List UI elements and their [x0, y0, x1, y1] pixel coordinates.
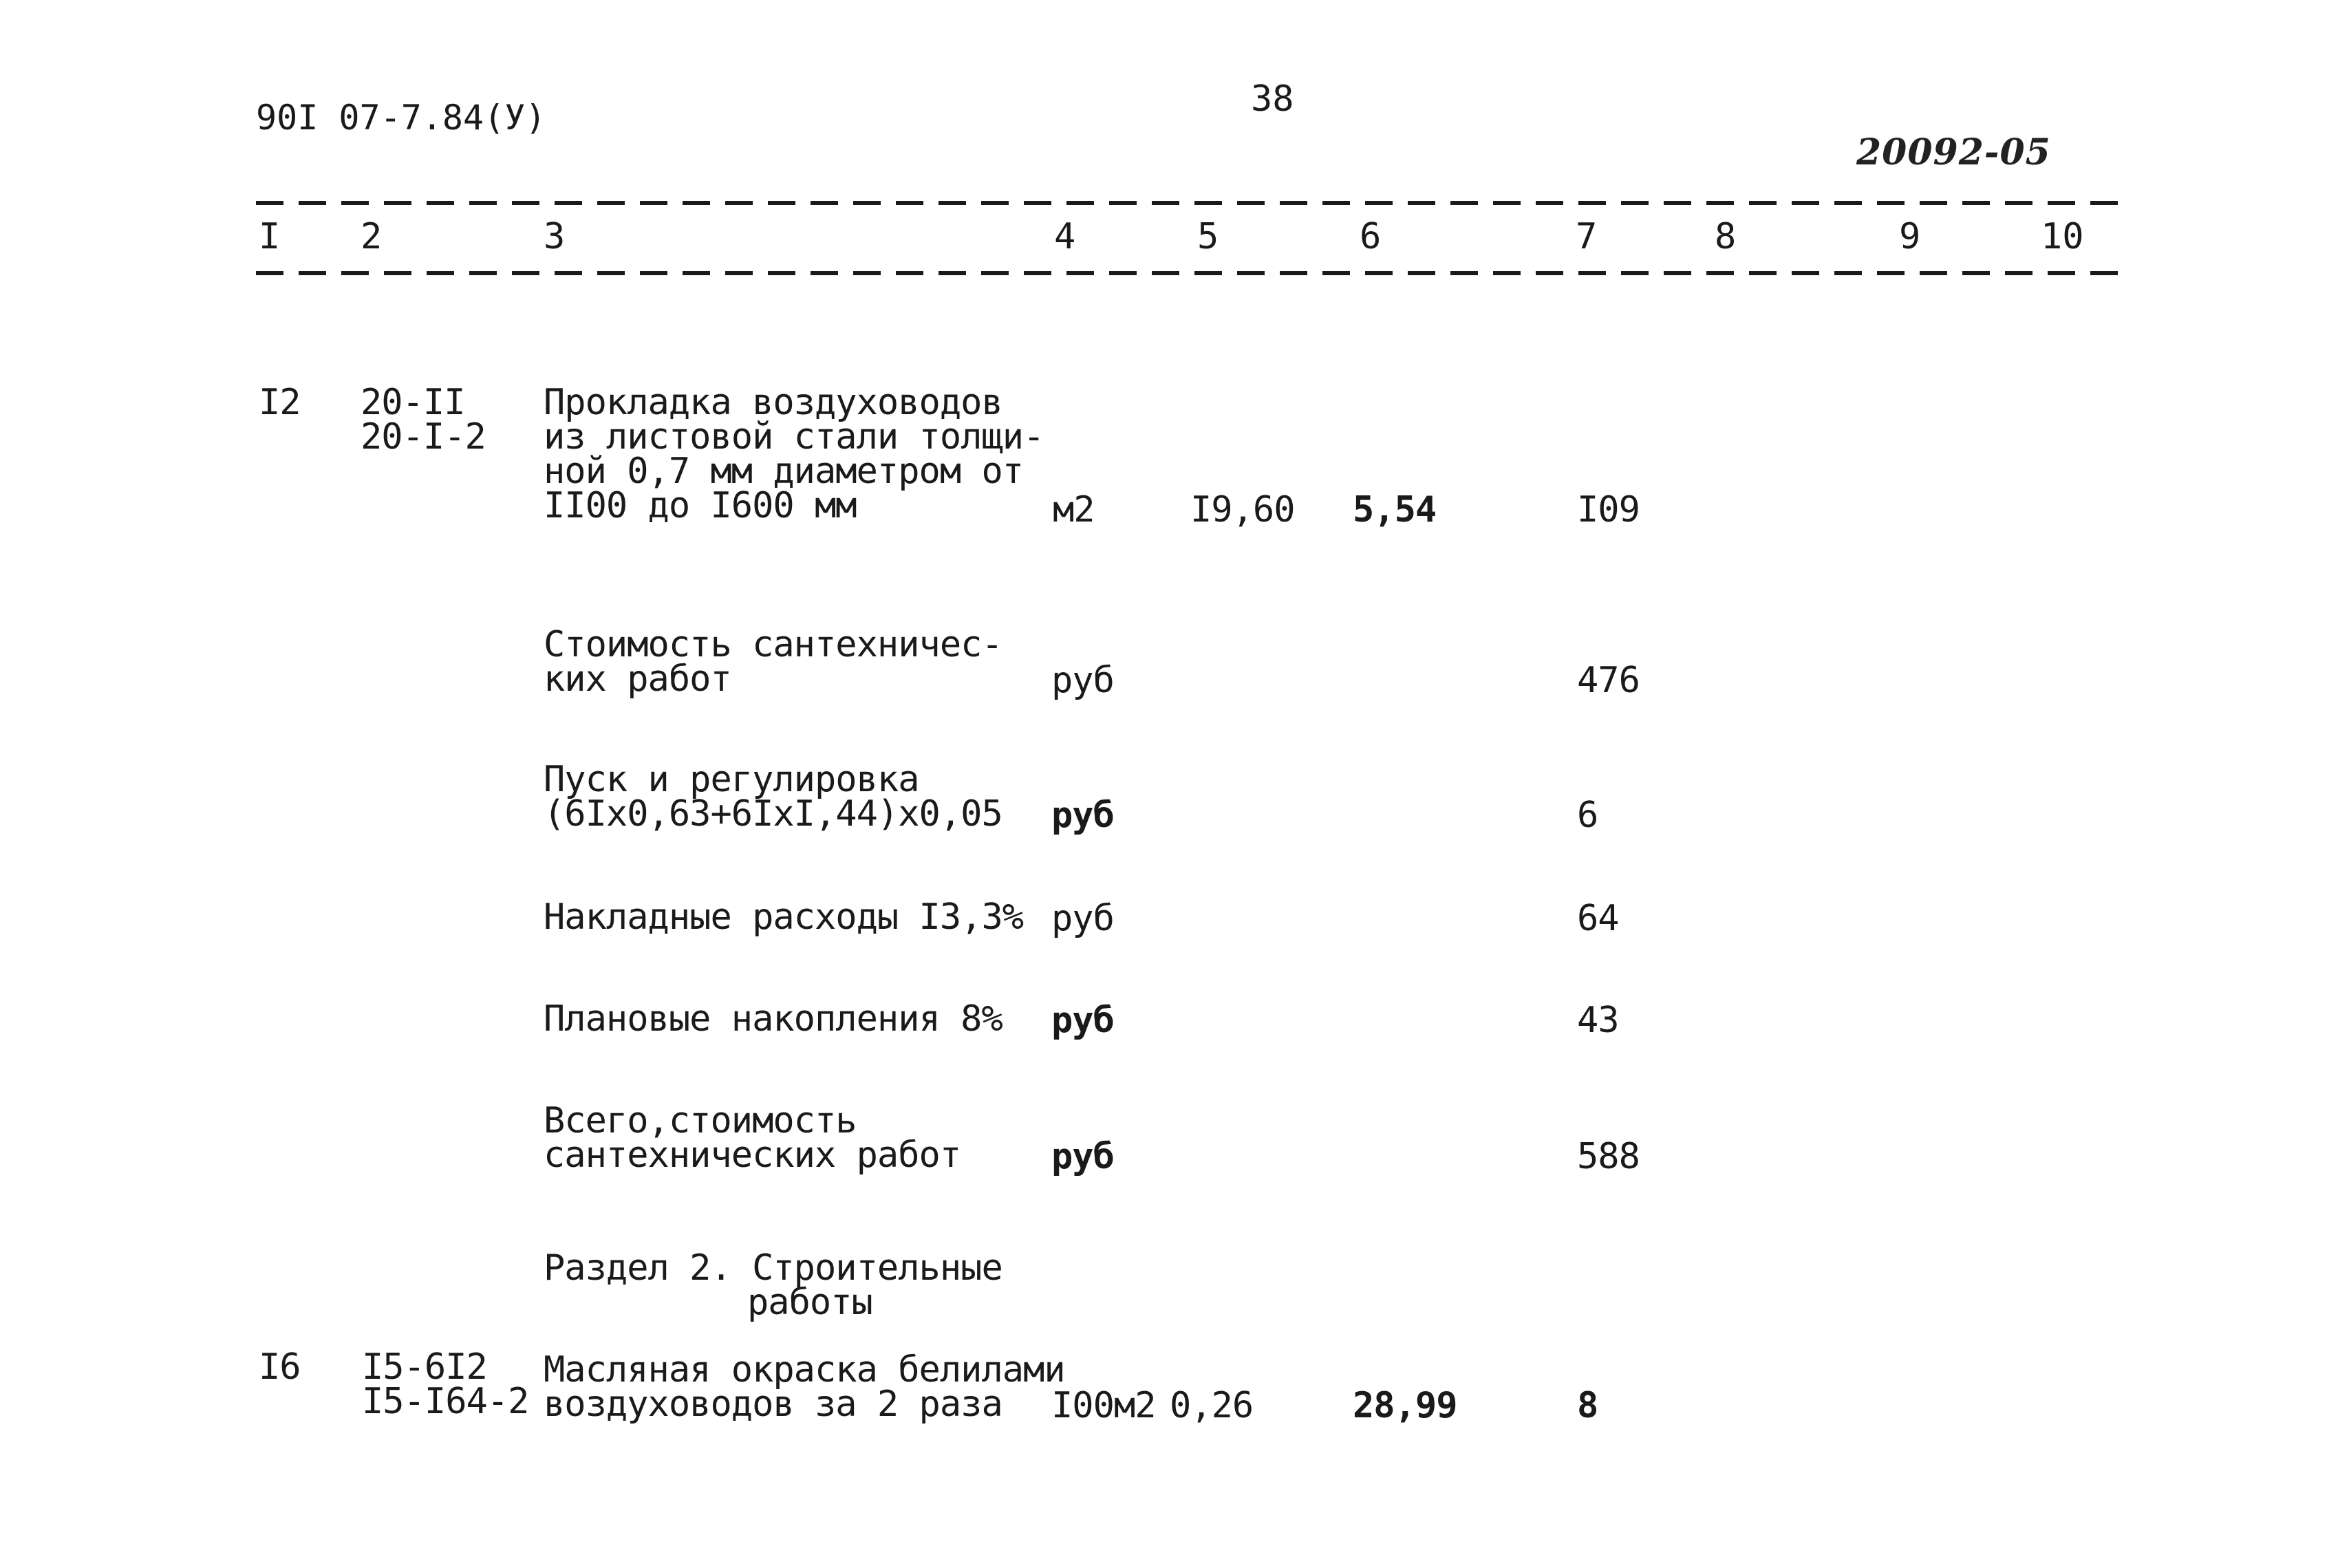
row-total: 6: [1577, 795, 1598, 836]
column-number-2: 2: [361, 216, 383, 257]
row-unit: м2: [1053, 489, 1095, 530]
row-price: 28,99: [1353, 1385, 1457, 1426]
row-unit: руб: [1051, 660, 1114, 701]
section-heading-line: Раздел 2. Строительные: [544, 1247, 1002, 1289]
row-description-line: Плановые накопления 8%: [544, 998, 1002, 1040]
row-total: 8: [1577, 1385, 1598, 1426]
column-number-7: 7: [1576, 216, 1598, 257]
table-header-bottom-rule: [256, 271, 2119, 275]
row-unit: I00м2: [1051, 1385, 1156, 1426]
row-code: I5-6I2: [362, 1346, 487, 1388]
row-unit: руб: [1051, 898, 1114, 939]
row-unit: руб: [1051, 1136, 1114, 1177]
row-description-line: сантехнических работ: [544, 1135, 961, 1176]
row-description-line: Накладные расходы I3,3%: [544, 896, 1024, 938]
row-code: 20-I-2: [361, 416, 486, 458]
column-number-3: 3: [544, 216, 566, 257]
row-number: I6: [259, 1346, 301, 1388]
section-heading-line: работы: [747, 1282, 872, 1323]
row-unit: руб: [1051, 1000, 1114, 1041]
handwritten-code: 20092-05: [1856, 131, 2051, 173]
column-number-9: 9: [1899, 216, 1921, 257]
page-number: 38: [1251, 78, 1294, 120]
column-number-5: 5: [1197, 216, 1219, 257]
row-description-line: Пуск и регулировка: [544, 759, 919, 800]
row-total: 588: [1577, 1136, 1640, 1177]
column-number-1: I: [259, 216, 281, 257]
row-description-line: (6Iх0,63+6IхI,44)х0,05: [544, 793, 1002, 835]
row-description-line: Масляная окраска белилами: [544, 1349, 1065, 1390]
row-code: I5-I64-2: [362, 1381, 529, 1422]
column-number-4: 4: [1054, 216, 1076, 257]
column-number-10: 10: [2041, 216, 2084, 257]
row-number: I2: [259, 382, 301, 423]
column-number-6: 6: [1360, 216, 1382, 257]
row-quantity: I9,60: [1190, 489, 1295, 530]
row-unit: руб: [1051, 795, 1114, 836]
document-code: 90I 07-7.84(У): [256, 98, 546, 138]
row-description-line: Прокладка воздуховодов: [544, 382, 1002, 423]
row-description-line: воздуховодов за 2 раза: [544, 1384, 1002, 1425]
row-total: 476: [1577, 660, 1640, 701]
row-total: 43: [1577, 1000, 1619, 1041]
row-description-line: Всего,стоимость: [544, 1100, 857, 1141]
row-description-line: II00 до I600 мм: [544, 485, 857, 526]
row-description-line: Стоимость сантехничес-: [544, 624, 1002, 665]
row-description-line: из листовой стали толщи-: [544, 416, 1044, 458]
table-header-top-rule: [256, 201, 2119, 205]
row-description-line: ной 0,7 мм диаметром от: [544, 451, 1024, 492]
row-code: 20-II: [361, 382, 465, 423]
row-total: I09: [1577, 489, 1640, 530]
column-number-8: 8: [1715, 216, 1737, 257]
row-quantity: 0,26: [1170, 1385, 1254, 1426]
row-price: 5,54: [1353, 489, 1437, 530]
row-total: 64: [1577, 898, 1619, 939]
row-description-line: ких работ: [544, 658, 731, 700]
